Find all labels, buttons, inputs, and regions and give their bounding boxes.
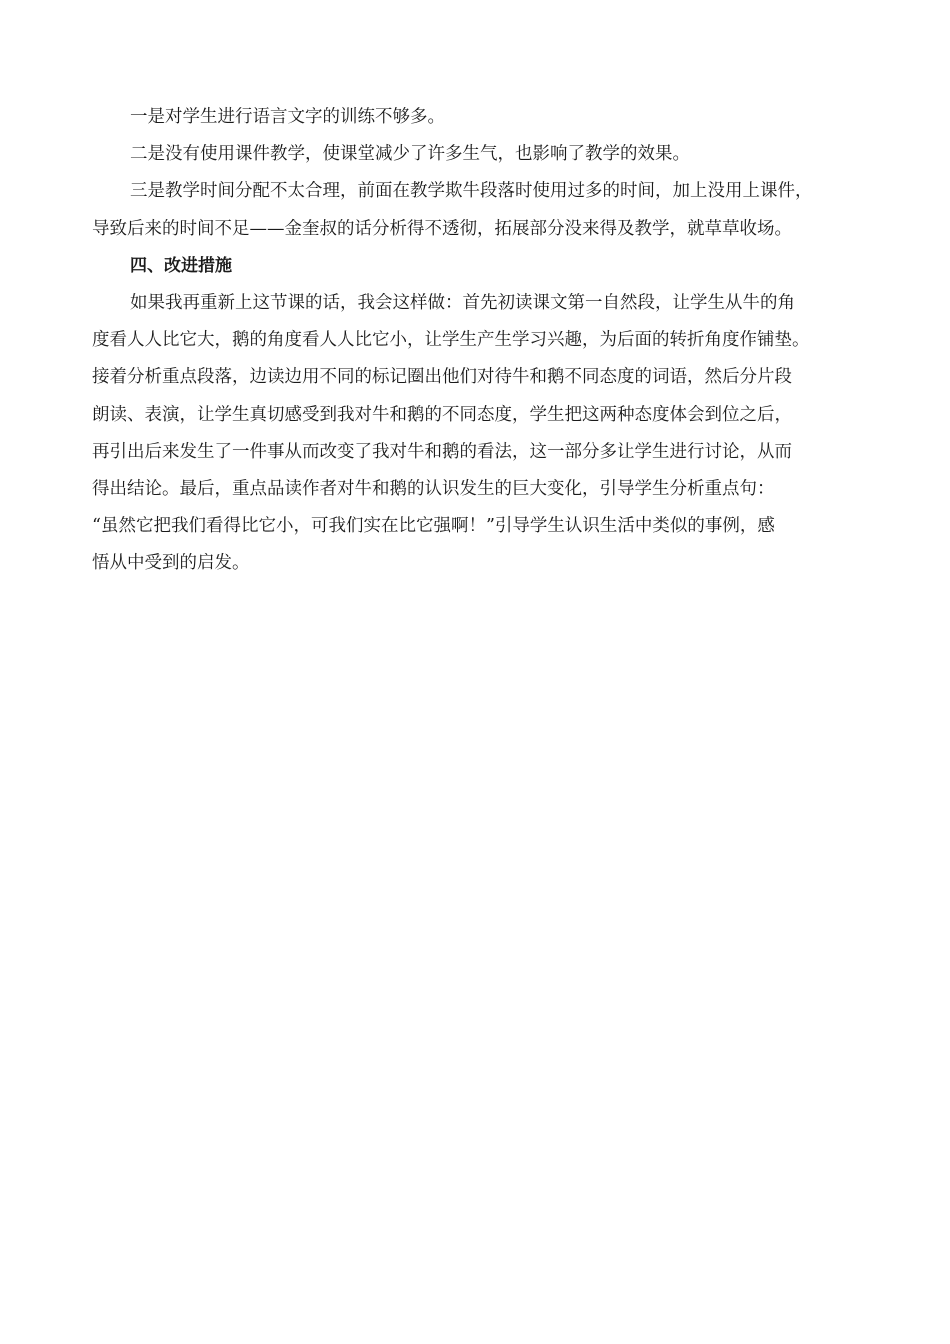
paragraph-line: 三是教学时间分配不太合理，前面在教学欺牛段落时使用过多的时间，加上没用上课件， (130, 181, 813, 202)
paragraph-line: 度看人人比它大，鹅的角度看人人比它小，让学生产生学习兴趣，为后面的转折角度作铺垫。 (92, 330, 810, 351)
paragraph-line: 如果我再重新上这节课的话，我会这样做：首先初读课文第一自然段，让学生从牛的角 (130, 292, 795, 313)
paragraph-line: 朗读、表演，让学生真切感受到我对牛和鹅的不同态度，学生把这两种态度体会到位之后， (92, 404, 792, 425)
paragraph-line: 再引出后来发生了一件事从而改变了我对牛和鹅的看法，这一部分多让学生进行讨论，从而 (92, 441, 792, 462)
paragraph-line: 得出结论。最后，重点品读作者对牛和鹅的认识发生的巨大变化，引导学生分析重点句： (92, 478, 775, 499)
section-heading: 四、改进措施 (130, 255, 232, 276)
paragraph-line: 一是对学生进行语言文字的训练不够多。 (130, 107, 445, 127)
paragraph-line: 二是没有使用课件教学，使课堂减少了许多生气，也影响了教学的效果。 (130, 144, 690, 165)
document-body (92, 99, 862, 582)
paragraph-line: “虽然它把我们看得比它小，可我们实在比它强啊！”引导学生认识生活中类似的事例，感 (92, 516, 775, 537)
paragraph-line: 接着分析重点段落，边读边用不同的标记圈出他们对待牛和鹅不同态度的词语，然后分片段 (92, 367, 792, 388)
paragraph-line: 导致后来的时间不足——金奎叔的话分析得不透彻，拓展部分没来得及教学，就草草收场。 (92, 218, 792, 239)
paragraph-line: 悟从中受到的启发。 (92, 553, 250, 574)
